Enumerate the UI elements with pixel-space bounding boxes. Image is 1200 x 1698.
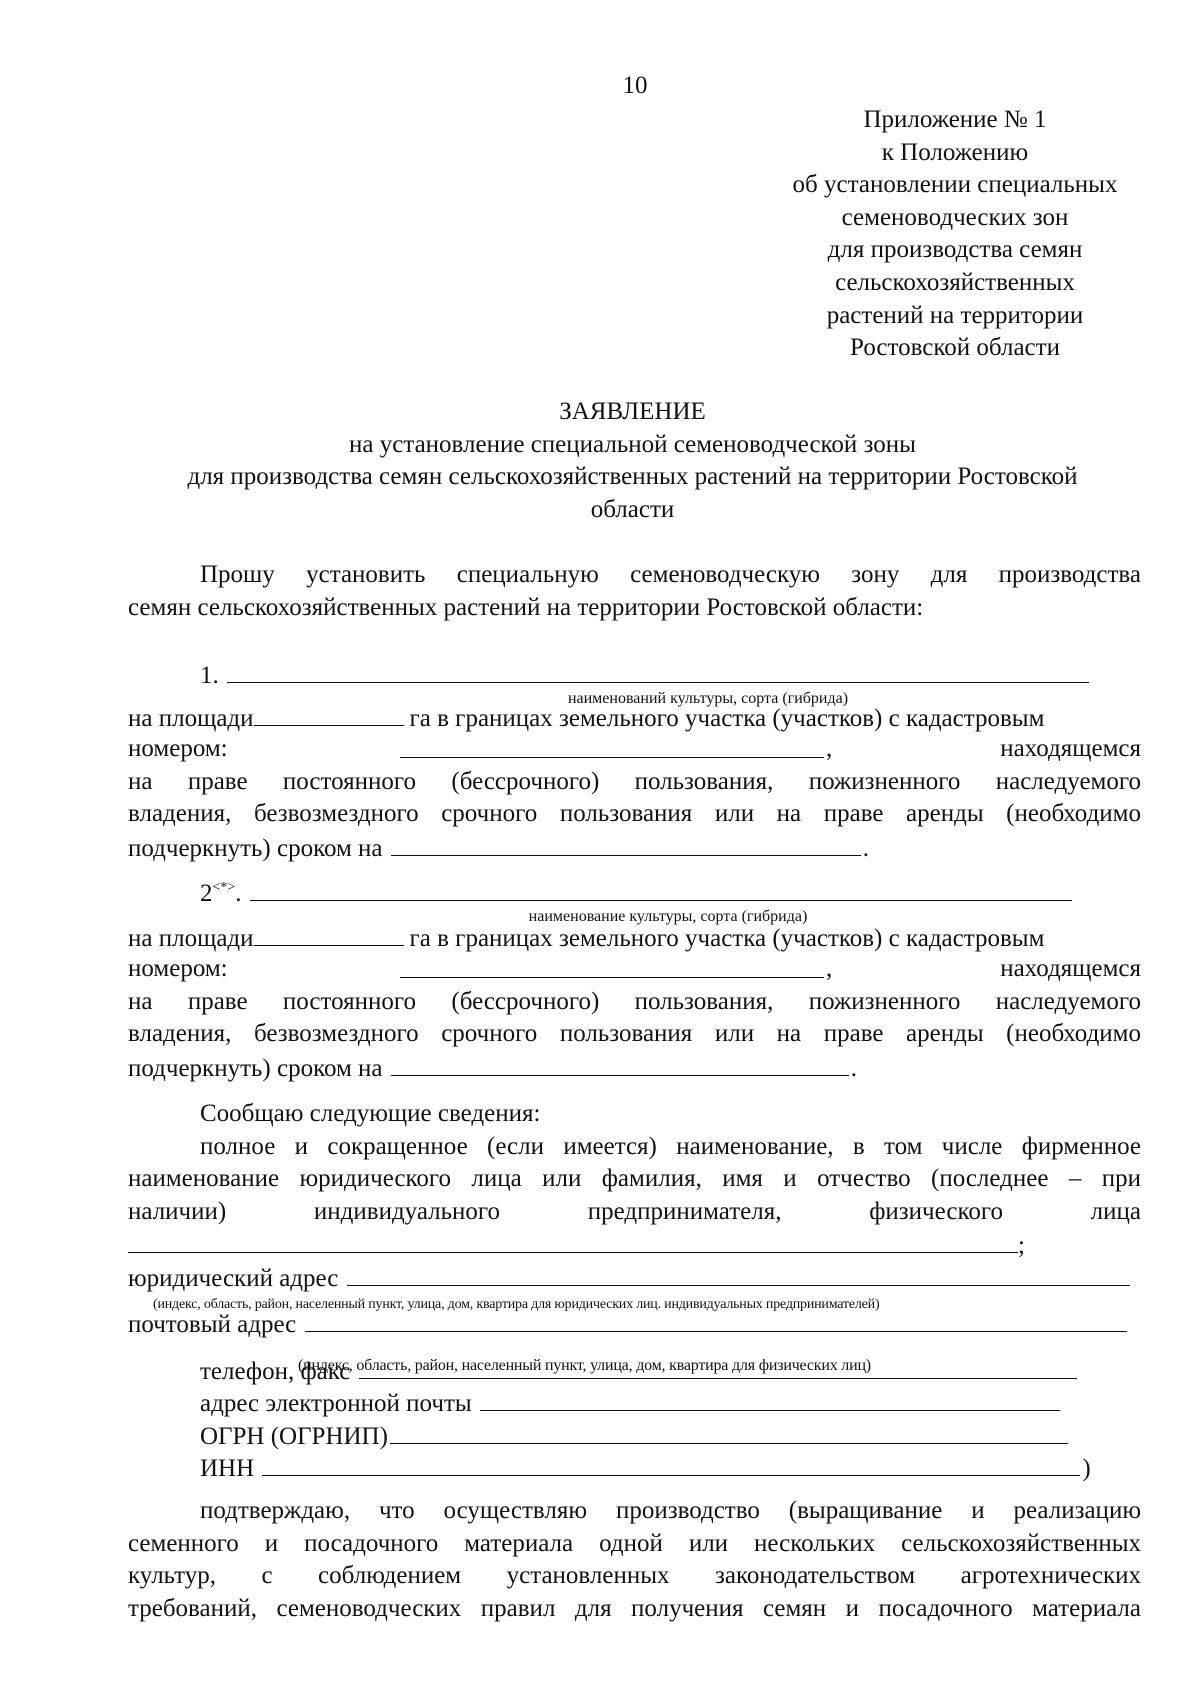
right-line: на праве постоянного (бессрочного) пользования, пожизненного наследуемого	[128, 987, 1141, 1015]
comma: ,	[826, 955, 833, 982]
item-1-crop-caption: наименований культуры, сорта (гибрида)	[567, 690, 849, 707]
located-label: находящемся	[1000, 735, 1141, 762]
item-2-crop-field[interactable]	[250, 876, 1072, 901]
right-line: на праве постоянного (бессрочного) пользования, пожизненного наследуемого	[128, 767, 1141, 795]
number-label: номером:	[128, 955, 228, 982]
postal-address-line	[128, 1307, 1141, 1340]
title-heading: ЗАЯВЛЕНИЕ	[559, 398, 706, 425]
annex-line: Ростовской области	[850, 334, 1060, 362]
comma: ,	[826, 735, 833, 762]
item-2-number: 2	[200, 880, 213, 907]
inn-line	[128, 1451, 1141, 1484]
annex-line: к Положению	[881, 138, 1029, 166]
postal-address-caption: (индекс, область, район, населенный пункт, улица, дом, квартира для физических лиц)	[298, 1357, 871, 1374]
item-1-area-field[interactable]	[254, 701, 404, 726]
possession-line: владения, безвозмездного срочного пользования или на праве аренды (необходимо	[128, 1020, 1141, 1047]
legal-address-line	[128, 1261, 1141, 1294]
located-label: находящемся	[1000, 955, 1141, 982]
info-line: наименование юридического лица или фамилия, имя и отчество (последнее – при	[128, 1165, 1141, 1192]
area-suffix: га в границах земельного участка (участков) с кадастровым	[409, 704, 1045, 732]
email-line	[128, 1386, 1141, 1419]
period: .	[850, 1054, 858, 1082]
semicolon: ;	[1018, 1232, 1025, 1259]
intro-paragraph	[128, 559, 1141, 624]
email-field[interactable]	[480, 1386, 1060, 1411]
footnote-mark: <*>	[212, 880, 236, 895]
item-1-number: 1.	[200, 662, 219, 689]
item-2-area-line	[128, 921, 1141, 954]
annex-line: растений на территории	[826, 301, 1084, 329]
title-line: на установление специальной семеноводческой зоны	[349, 430, 916, 458]
annex-line: семеноводческих зон	[841, 203, 1069, 231]
info-line: полное и сокращенное (если имеется) наименование, в том числе фирменное	[200, 1132, 1141, 1160]
term-label: подчеркнуть) сроком на	[128, 834, 383, 862]
item-1-cadastral-field[interactable]	[400, 733, 824, 758]
item-1-area-line	[128, 701, 1141, 734]
confirm-line: культур, с соблюдением установленных законодательством агротехнических	[128, 1562, 1141, 1589]
confirm-paragraph	[128, 1495, 1141, 1625]
item-2-term-line	[128, 1051, 1141, 1084]
confirm-line: подтверждаю, что осуществляю производство (выращивание и реализацию	[200, 1497, 1141, 1524]
phone-label: телефон, факс	[200, 1357, 351, 1385]
number-label: номером:	[128, 735, 228, 762]
document-title	[125, 396, 1140, 526]
item-2-area-field[interactable]	[254, 921, 404, 946]
item-2-crop-line	[128, 876, 1141, 909]
annex-line: Приложение № 1	[863, 106, 1047, 133]
item-1-crop-line	[128, 658, 1141, 691]
inn-field[interactable]	[262, 1451, 1080, 1476]
inn-close: )	[1082, 1455, 1091, 1482]
item-2	[128, 876, 1141, 1083]
term-label: подчеркнуть) сроком на	[128, 1054, 383, 1082]
page-number: 10	[622, 72, 648, 99]
ogrn-label: ОГРН (ОГРНИП)	[200, 1422, 388, 1450]
item-2-term-field[interactable]	[391, 1051, 849, 1076]
postal-address-field[interactable]	[305, 1307, 1127, 1332]
confirm-line: требований, семеноводческих правил для получения семян и посадочного материала	[128, 1594, 1141, 1622]
phone-field[interactable]	[359, 1354, 1077, 1379]
inn-label: ИНН	[200, 1455, 255, 1482]
item-1	[128, 658, 1141, 863]
area-prefix: на площади	[128, 704, 254, 732]
ogrn-line	[128, 1419, 1141, 1452]
possession-line: владения, безвозмездного срочного пользования или на праве аренды (необходимо	[128, 800, 1141, 827]
item-2-crop-caption: наименование культуры, сорта (гибрида)	[528, 908, 808, 925]
legal-address-field[interactable]	[347, 1261, 1130, 1286]
annex-line: для производства семян	[827, 236, 1083, 264]
name-line	[128, 1228, 1141, 1261]
annex-line: об установлении специальных	[792, 171, 1118, 199]
email-label: адрес электронной почты	[200, 1390, 472, 1417]
confirm-line: семенного и посадочного материала одной или нескольких сельскохозяйственных	[128, 1529, 1141, 1557]
annex-line: сельскохозяйственных	[835, 268, 1075, 296]
item-1-crop-field[interactable]	[227, 658, 1089, 683]
item-1-cadastral-line	[128, 733, 1141, 766]
annex-block	[755, 104, 1155, 365]
area-suffix: га в границах земельного участка (участков) с кадастровым	[409, 924, 1045, 952]
postal-address-label: почтовый адрес	[128, 1311, 297, 1338]
intro-line: Прошу установить специальную семеноводческую зону для производства	[200, 561, 1141, 588]
item-2-number-dot: .	[235, 880, 242, 907]
info-line: наличии) индивидуального предпринимателя, физического лица	[128, 1197, 1141, 1225]
item-2-cadastral-line	[128, 953, 1141, 986]
item-1-term-field[interactable]	[391, 831, 861, 856]
ogrn-field[interactable]	[390, 1419, 1068, 1444]
title-line: для производства семян сельскохозяйственных растений на территории Ростовской	[187, 463, 1078, 490]
info-heading: Сообщаю следующие сведения:	[200, 1100, 541, 1127]
title-line: области	[590, 495, 675, 523]
name-field[interactable]	[128, 1228, 1018, 1253]
item-2-cadastral-field[interactable]	[400, 953, 824, 978]
phone-line	[128, 1354, 1141, 1387]
legal-address-caption: (индекс, область, район, населенный пункт, улица, дом, квартира для юридических лиц. индивидуальных предпринимателей)	[153, 1297, 880, 1312]
item-1-term-line	[128, 831, 1141, 864]
area-prefix: на площади	[128, 924, 254, 952]
period: .	[862, 834, 870, 862]
info-section	[128, 1098, 1141, 1484]
legal-address-label: юридический адрес	[128, 1264, 339, 1292]
intro-line: семян сельскохозяйственных растений на территории Ростовской области:	[128, 593, 924, 621]
